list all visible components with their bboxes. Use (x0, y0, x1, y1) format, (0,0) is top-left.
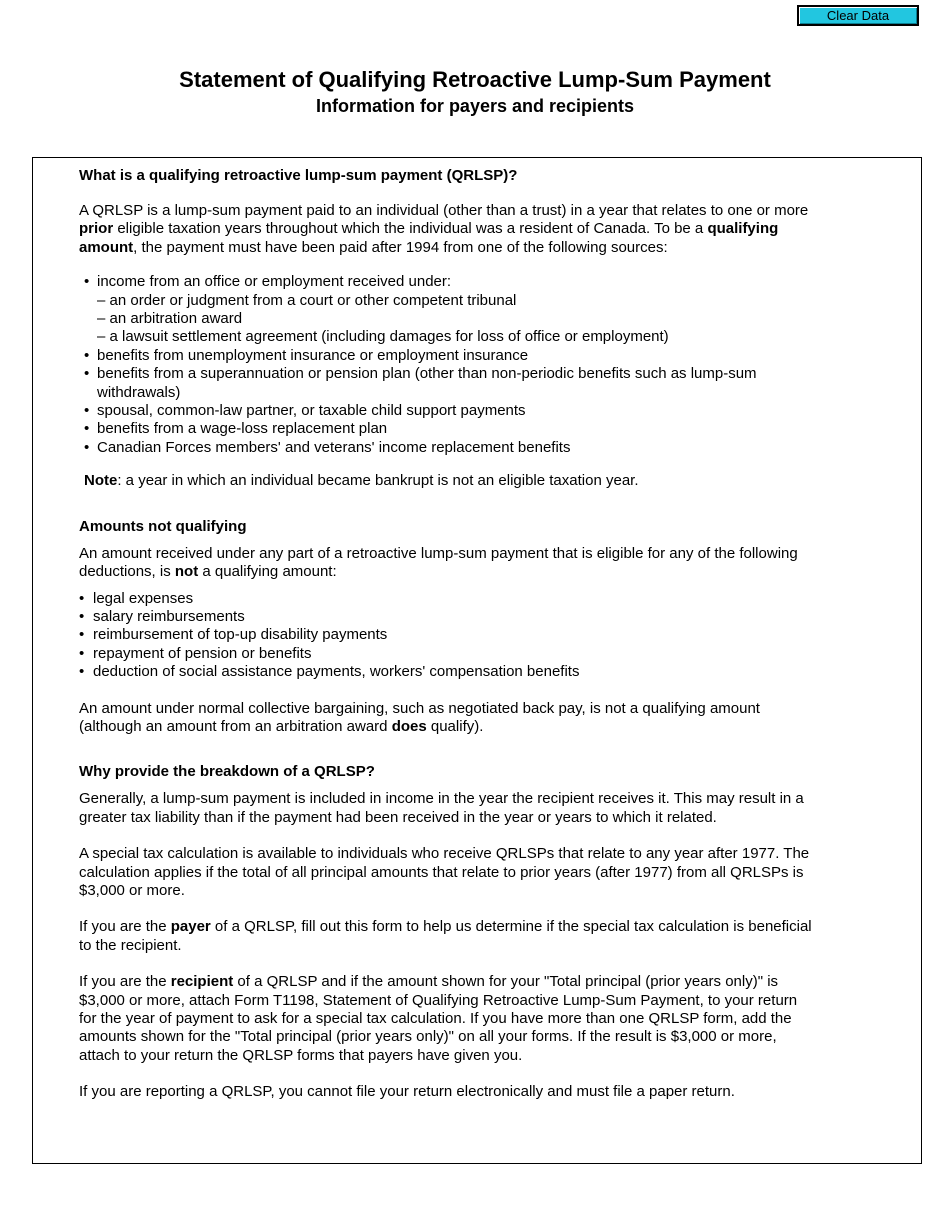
list-item: • income from an office or employment received under: – an order or judgment from a court or other competent tribunal – an arbitration award – a lawsuit settlement agreement (including damages for loss of office or employment) (79, 273, 814, 347)
section-heading-not-qualifying: Amounts not qualifying (79, 517, 247, 535)
list-item: • benefits from a superannuation or pension plan (other than non-periodic benefits such as lump-sum withdrawals) (79, 365, 814, 402)
clear-data-button[interactable]: Clear Data (797, 5, 919, 26)
page-subtitle: Information for payers and recipients (315, 96, 635, 116)
sub-list-item: – a lawsuit settlement agreement (including damages for loss of office or employment) (97, 328, 669, 346)
section-heading-what-is: What is a qualifying retroactive lump-sum payment (QRLSP)? (79, 167, 518, 184)
paper-return-paragraph: If you are reporting a QRLSP, you cannot file your return electronically and must file a paper return. (79, 1083, 735, 1101)
sub-list-item: – an order or judgment from a court or other competent tribunal (97, 291, 517, 309)
list-item: • repayment of pension or benefits (79, 645, 814, 663)
sub-list-item: – an arbitration award (97, 310, 243, 328)
qualifying-sources-list (79, 273, 814, 457)
list-item: • salary reimbursements (79, 608, 814, 626)
list-item: • legal expenses (79, 590, 814, 608)
page-title: Statement of Qualifying Retroactive Lump-Sum Payment (179, 67, 771, 92)
why-paragraph-1: Generally, a lump-sum payment is included in income in the year the recipient receives it. This may result in a greater tax liability than if the payment had been received in the year or years to which it related. (79, 790, 804, 826)
why-paragraph-2: A special tax calculation is available to individuals who receive QRLSPs that relate to any year after 1977. The calculation applies if the total of all principal amounts that relate to prior years (after 1977) from all QRLSPs is $3,000 or more. (79, 845, 810, 899)
list-item: • spousal, common-law partner, or taxable child support payments (79, 402, 814, 420)
section-heading-why: Why provide the breakdown of a QRLSP? (79, 763, 375, 781)
list-item: • reimbursement of top-up disability payments (79, 626, 814, 644)
recipient-paragraph: If you are the recipient of a QRLSP and if the amount shown for your "Total principal (prior years only)" is $3,000 or more, attach Form T1198, Statement of Qualifying Retroactive Lump-Sum Payment, to your return for the year of payment to ask for a special tax calculation. If you have more than one QRLSP form, add the amounts shown for the "Total principal (prior years only)" on all your forms. If the result is $3,000 or more, attach to your return the QRLSP forms that payers have given you. (79, 973, 798, 1064)
information-content (79, 166, 814, 1102)
list-item: • benefits from a wage-loss replacement plan (79, 420, 814, 438)
deductions-list (79, 590, 814, 682)
list-item: • benefits from unemployment insurance or employment insurance (79, 347, 814, 365)
not-qualifying-intro-paragraph: An amount received under any part of a retroactive lump-sum payment that is eligible for any of the following deductions, is not a qualifying amount: (79, 544, 798, 581)
payer-paragraph: If you are the payer of a QRLSP, fill out this form to help us determine if the special tax calculation is beneficial to the recipient. (79, 918, 812, 954)
list-item: • Canadian Forces members' and veterans' income replacement benefits (79, 439, 814, 457)
list-item: • deduction of social assistance payments, workers' compensation benefits (79, 663, 814, 681)
note-paragraph: Note: a year in which an individual became bankrupt is not an eligible taxation year. (84, 472, 639, 490)
what-is-intro-paragraph: A QRLSP is a lump-sum payment paid to an individual (other than a trust) in a year that relates to one or more prior eligible taxation years throughout which the individual was a resident of Canada. To be a qualifying amount, the payment must have been paid after 1994 from one of the following sources: (79, 202, 809, 256)
collective-bargaining-paragraph: An amount under normal collective bargaining, such as negotiated back pay, is not a qualifying amount (although an amount from an arbitration award does qualify). (79, 699, 760, 735)
